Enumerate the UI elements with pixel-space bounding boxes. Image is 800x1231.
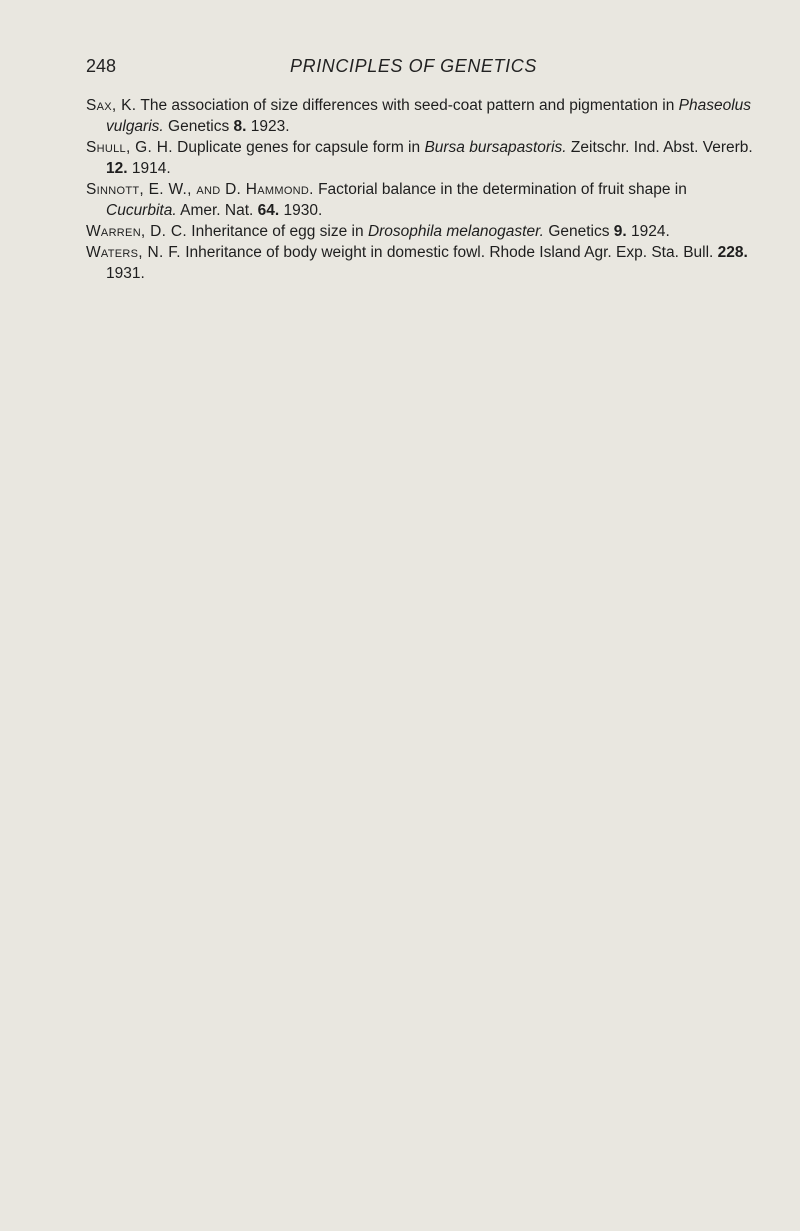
- reference-species: Drosophila melanogaster.: [367, 223, 544, 240]
- reference-journal: Genetics: [168, 118, 230, 135]
- reference-species: Phaseolus vulgaris.: [106, 97, 752, 135]
- reference-volume: 12.: [106, 160, 128, 177]
- reference-species: Bursa bursapastoris.: [424, 139, 567, 156]
- reference-author: Sinnott, E. W., and D. Hammond.: [86, 181, 314, 198]
- reference-entry: [86, 179, 756, 221]
- reference-journal: Genetics: [548, 223, 610, 240]
- reference-title: Inheritance of body weight in domestic fowl.: [185, 244, 486, 261]
- reference-year: 1924.: [631, 223, 670, 240]
- reference-volume: 228.: [717, 244, 748, 261]
- reference-author: Waters, N. F.: [86, 244, 181, 261]
- reference-volume: 9.: [613, 223, 627, 240]
- reference-list: [86, 95, 756, 284]
- reference-title: Duplicate genes for capsule form in: [177, 139, 421, 156]
- reference-year: 1930.: [283, 202, 323, 219]
- reference-title: Inheritance of egg size in: [191, 223, 364, 240]
- reference-author: Sax, K.: [86, 97, 137, 114]
- reference-title: The association of size differences with seed-coat pattern and pigmentation in: [140, 97, 675, 114]
- reference-journal: Rhode Island Agr. Exp. Sta. Bull.: [489, 244, 714, 261]
- page-number: 248: [86, 56, 117, 76]
- reference-journal: Zeitschr. Ind. Abst. Vererb.: [570, 139, 753, 156]
- reference-entry: [86, 242, 756, 284]
- reference-year: 1931.: [106, 265, 145, 282]
- reference-journal: Amer. Nat.: [180, 202, 254, 219]
- running-title: PRINCIPLES OF GENETICS: [290, 56, 537, 76]
- reference-author: Warren, D. C.: [86, 223, 187, 240]
- running-head: [86, 56, 752, 82]
- reference-entry: [86, 221, 756, 242]
- reference-year: 1914.: [131, 160, 171, 177]
- reference-year: 1923.: [250, 118, 290, 135]
- reference-title: Factorial balance in the determination of fruit shape in: [318, 181, 687, 198]
- reference-entry: [86, 95, 756, 137]
- reference-volume: 8.: [233, 118, 247, 135]
- reference-volume: 64.: [257, 202, 280, 219]
- reference-author: Shull, G. H.: [86, 139, 173, 156]
- reference-entry: [86, 137, 756, 179]
- reference-species: Cucurbita.: [106, 202, 177, 219]
